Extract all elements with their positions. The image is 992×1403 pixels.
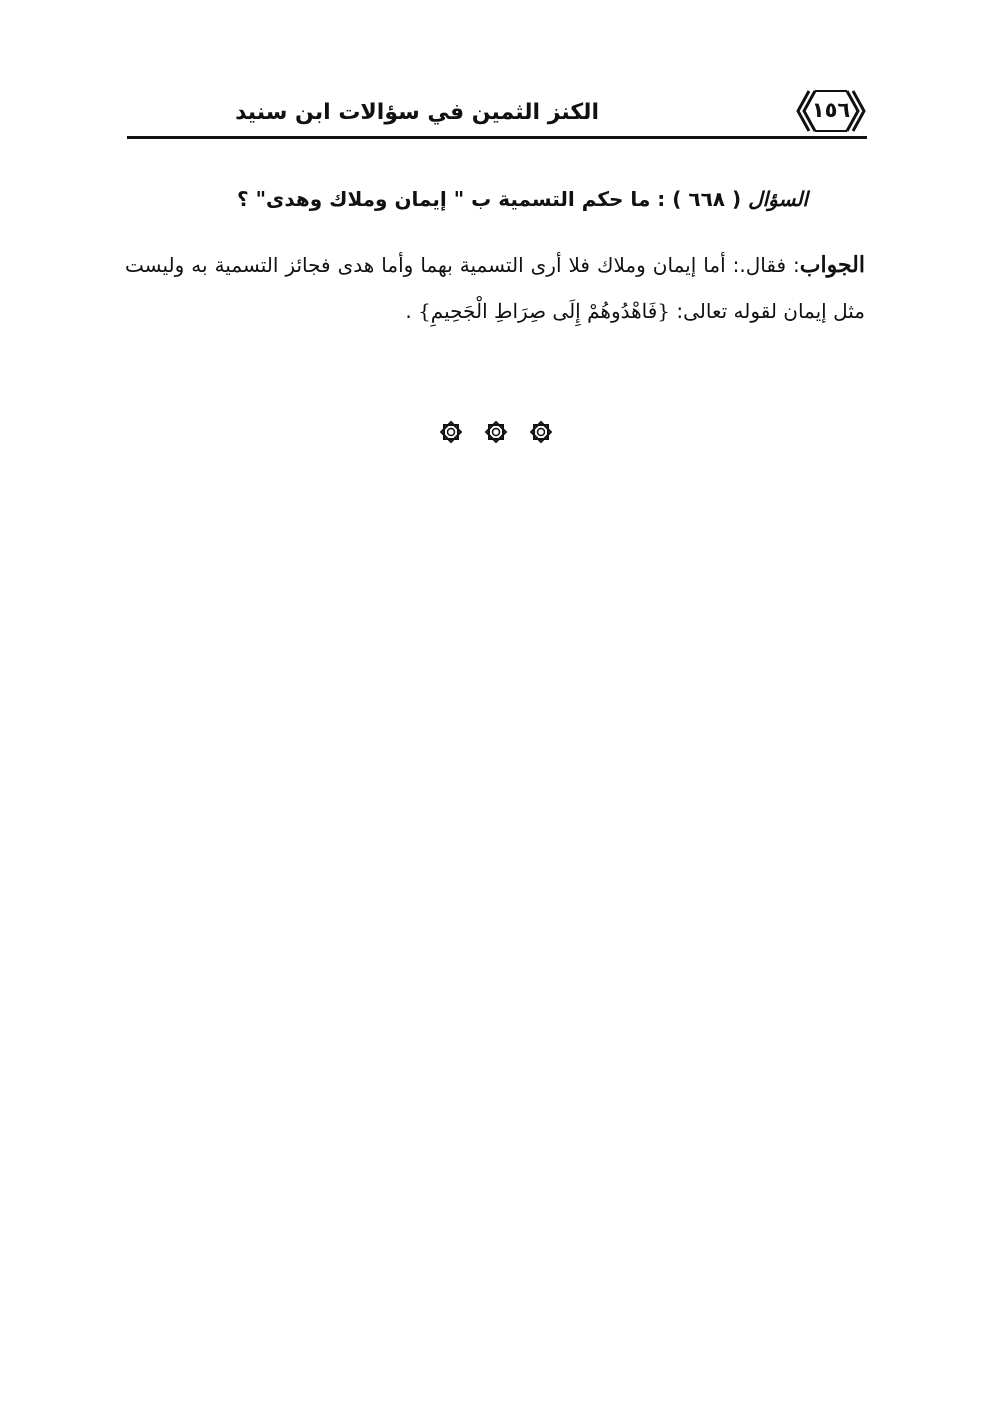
quran-verse: {فَاهْدُوهُمْ إِلَى صِرَاطِ الْجَحِيمِ} xyxy=(418,299,671,323)
eight-point-star-ornament-icon xyxy=(438,419,464,445)
question-lead: السؤال xyxy=(748,187,808,211)
page-header xyxy=(127,88,867,140)
question-heading xyxy=(237,182,808,216)
eight-point-star-ornament-icon xyxy=(528,419,554,445)
page-number-frame xyxy=(795,88,867,134)
page-number: ١٥٦ xyxy=(811,98,851,122)
answer-ending: . xyxy=(405,299,419,323)
answer-lead: الجواب xyxy=(799,252,865,278)
eight-point-star-ornament-icon xyxy=(483,419,509,445)
answer-paragraph xyxy=(125,242,865,334)
question-number: ( ٦٦٨ ) xyxy=(672,187,742,211)
answer-text: : فقال.: أما إيمان وملاك فلا أرى التسمية بهما وأما هدى فجائز التسمية به وليست مثل إيمان لقوله تعالى: xyxy=(125,253,865,323)
section-separator xyxy=(438,418,554,446)
header-divider xyxy=(127,136,867,139)
running-title: الكنز الثمين في سؤالات ابن سنيد xyxy=(235,100,599,125)
question-text: : ما حكم التسمية ب " إيمان وملاك وهدى" ؟ xyxy=(237,187,666,211)
